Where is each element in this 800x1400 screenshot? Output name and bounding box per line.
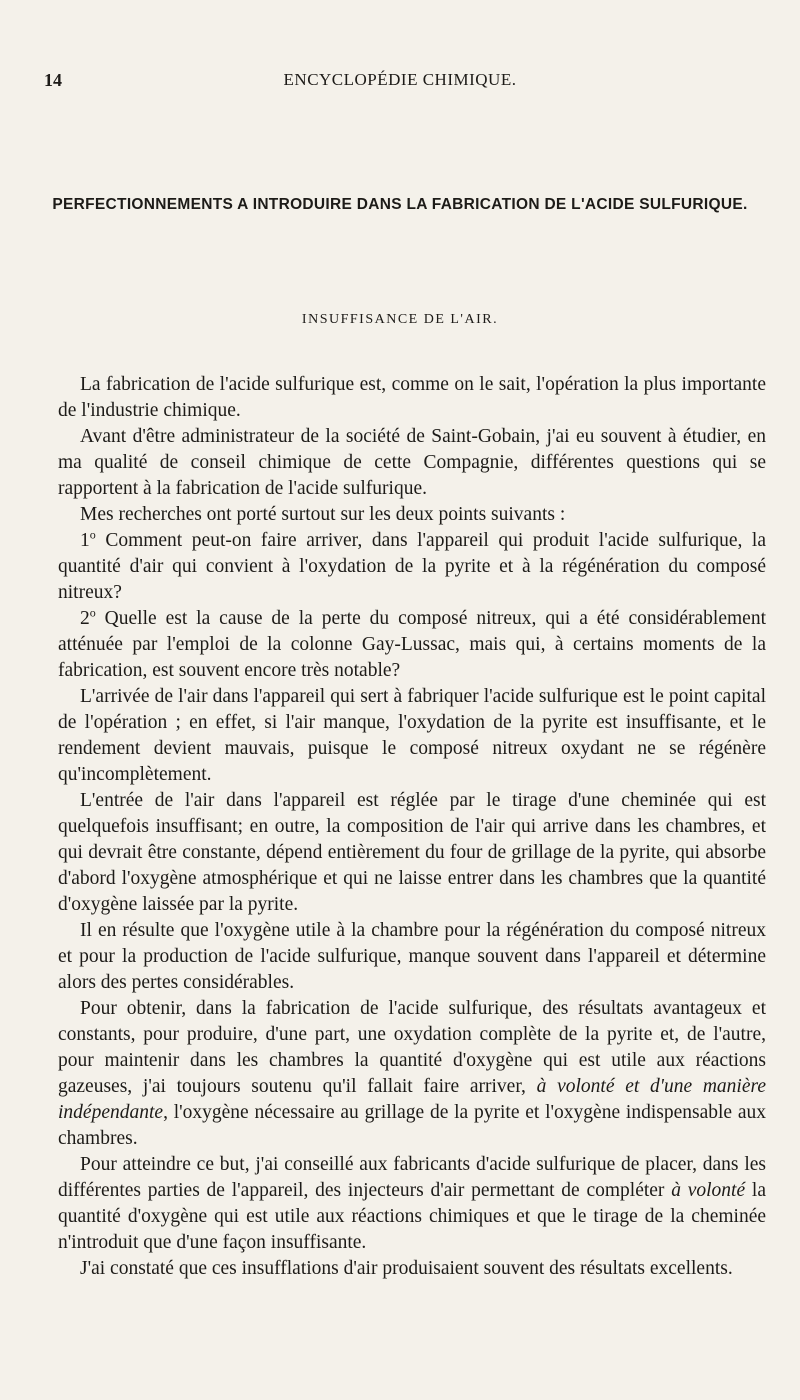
paragraph-7: L'entrée de l'air dans l'appareil est réglée par le tirage d'une cheminée qui est quelquefois insuffisant; en outre, la composition de l'air qui arrive dans les chambres, et qui devrait être constante, dépend entièrement du four de grillage de la pyrite, qui absorbe d'abord l'oxygène atmosphérique et qui ne laisse entrer dans les chambres que la quantité d'oxygène laissée par la pyrite.	[58, 790, 766, 915]
item-text-2: Quelle est la cause de la perte du composé nitreux, qui a été considérablement atténuée par l'emploi de la colonne Gay-Lussac, mais qui, à certains moments de la fabrication, est souvent encore très notable?	[58, 608, 766, 681]
paragraph-9-start: Pour obtenir, dans la fabrication de l'acide sulfurique, des résultats avantageux et constants, pour produire, d'une part, une oxydation complète de la pyrite et, de l'autre, pour maintenir dans les chambres la quantité d'oxygène qui est utile aux réactions gazeuses, j'ai toujours soutenu qu'il fallait faire arriver,	[58, 998, 766, 1097]
paragraph-10	[58, 1152, 766, 1256]
item-number-1: 1	[80, 530, 90, 551]
paragraph-9-end: , l'oxygène nécessaire au grillage de la pyrite et l'oxygène indispensable aux chambres.	[58, 1102, 766, 1149]
chapter-title: PERFECTIONNEMENTS A INTRODUIRE DANS LA FABRICATION DE L'ACIDE SULFURIQUE.	[52, 196, 748, 213]
ordinal-mark: o	[89, 527, 96, 542]
paragraph-3: Mes recherches ont porté surtout sur les deux points suivants :	[80, 504, 566, 525]
running-header	[44, 70, 756, 94]
paragraph-10-emphasis: à volonté	[671, 1180, 746, 1201]
body-text	[58, 372, 766, 1282]
section-title: INSUFFISANCE DE L'AIR.	[301, 312, 499, 327]
paragraph-9-emphasis: à volonté et d'une manière indépendante	[58, 1076, 766, 1123]
paragraph-10-end: la quantité d'oxygène qui est utile aux réactions chimiques et que le tirage de la cheminée n'introduit que d'une façon insuffisante.	[58, 1180, 766, 1253]
page-number: 14	[44, 70, 62, 90]
paragraph-8: Il en résulte que l'oxygène utile à la chambre pour la régénération du composé nitreux et pour la production de l'acide sulfurique, manque souvent dans l'appareil et détermine alors des pertes considérables.	[58, 920, 766, 993]
paragraph-5	[58, 606, 766, 684]
ordinal-mark: o	[89, 605, 96, 620]
item-number-2: 2	[80, 608, 90, 629]
paragraph-9	[58, 996, 766, 1152]
paragraph-10-start: Pour atteindre ce but, j'ai conseillé aux fabricants d'acide sulfurique de placer, dans les différentes parties de l'appareil, des injecteurs d'air permettant de compléter	[58, 1154, 766, 1201]
paragraph-11: J'ai constaté que ces insufflations d'air produisaient souvent des résultats excellents.	[80, 1258, 733, 1279]
paragraph-2: Avant d'être administrateur de la société de Saint-Gobain, j'ai eu souvent à étudier, en ma qualité de conseil chimique de cette Compagnie, différentes questions qui se rapportent à la fabrication de l'acide sulfurique.	[58, 426, 766, 499]
running-title: ENCYCLOPÉDIE CHIMIQUE.	[283, 70, 517, 89]
paragraph-4	[58, 528, 766, 606]
item-text-1: Comment peut-on faire arriver, dans l'appareil qui produit l'acide sulfurique, la quantité d'air qui convient à l'oxydation de la pyrite et à la régénération du composé nitreux?	[58, 530, 766, 603]
paragraph-6: L'arrivée de l'air dans l'appareil qui sert à fabriquer l'acide sulfurique est le point capital de l'opération ; en effet, si l'air manque, l'oxydation de la pyrite est insuffisante, et le rendement devient mauvais, puisque le composé nitreux oxydant ne se régénère qu'incomplètement.	[58, 686, 766, 785]
paragraph-1: La fabrication de l'acide sulfurique est, comme on le sait, l'opération la plus importante de l'industrie chimique.	[58, 374, 766, 421]
